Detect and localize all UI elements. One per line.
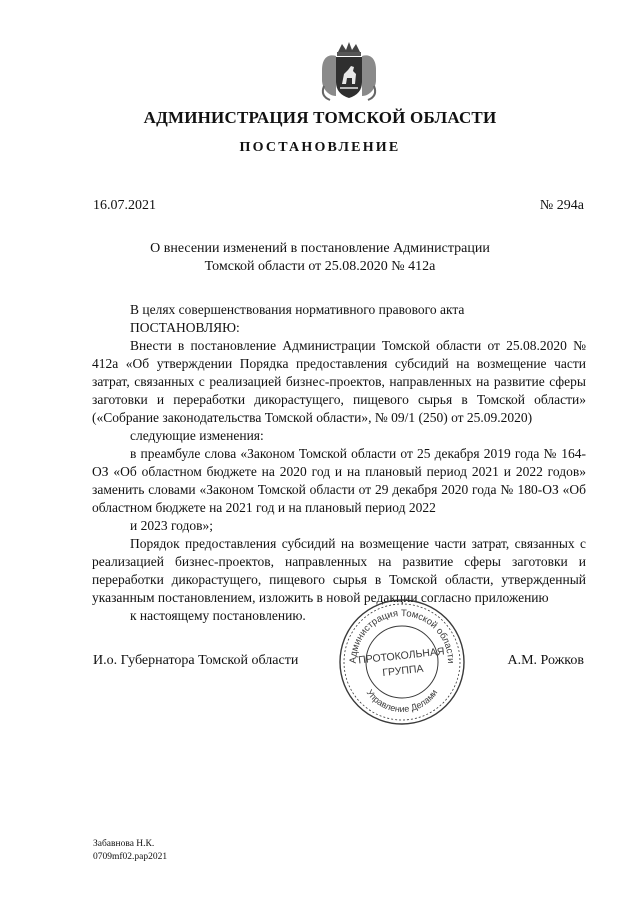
document-type-title: ПОСТАНОВЛЕНИЕ <box>239 140 401 155</box>
paragraph-text: Порядок предоставления субсидий на возмещение части затрат, связанных с реализацией бизнес-проектов, направленных на развитие сферы заготовки и переработки дикорастущего, пищевого сырья в Томской области, утвержденный указанным постановлением, изложить в новой редакции согласно приложению <box>92 536 586 605</box>
organization-title: АДМИНИСТРАЦИЯ ТОМСКОЙ ОБЛАСТИ <box>143 108 497 127</box>
subject-line: Томской области от 25.08.2020 № 412а <box>204 259 436 274</box>
stamp-ring-top: Администрация Томской области <box>347 607 457 664</box>
stamp-center-line: ГРУППА <box>381 662 425 680</box>
footer-notes <box>93 838 167 864</box>
document-subject <box>0 240 640 276</box>
paragraph-text: в преамбуле слова «Законом Томской области от 25 декабря 2019 года № 164-ОЗ «Об областном бюджете на 2020 год и на плановый период 2021 и 2022 годов» заменить словами «Законом Томской области от 29 декабря 2020 года № 180-ОЗ «Об областном бюджете на 2021 год и на плановый период 2022 <box>92 446 586 515</box>
document-date: 16.07.2021 <box>93 198 156 213</box>
document-body <box>92 301 586 625</box>
stamp-center-line: ПРОТОКОЛЬНАЯ <box>357 645 446 667</box>
document-number: № 294а <box>539 198 584 213</box>
stamp-ring-bottom: Управление Делами <box>364 687 440 715</box>
paragraph-text: Внести в постановление Администрации Томской области от 25.08.2020 № 412а «Об утверждении Порядка предоставления субсидий на возмещение части затрат, связанных с реализацией бизнес-проектов, направленных на развитие сферы заготовки и переработки дикорастущего, пищевого сырья в Томской области» («Собрание законодательства Томской области», № 09/1 (250) от 25.09.2020) <box>92 338 586 425</box>
body-paragraph-2 <box>92 445 586 535</box>
paragraph-tail: следующие изменения: <box>130 428 264 443</box>
official-stamp <box>336 596 468 728</box>
subject-line: О внесении изменений в постановление Администрации <box>150 241 490 256</box>
signatory-name: А.М. Рожков <box>507 653 584 668</box>
paragraph-tail: и 2023 годов»; <box>130 518 214 533</box>
signatory-position: И.о. Губернатора Томской области <box>93 653 299 668</box>
purpose-paragraph: В целях совершенствования нормативного правового акта <box>130 302 465 317</box>
file-code: 0709mf02.pap2021 <box>93 852 168 862</box>
body-paragraph-1 <box>92 337 586 445</box>
executor-name: Забавнова Н.К. <box>93 839 155 849</box>
coat-of-arms-icon <box>316 40 382 104</box>
paragraph-tail: к настоящему постановлению. <box>130 608 306 623</box>
resolve-heading: ПОСТАНОВЛЯЮ: <box>130 320 240 335</box>
